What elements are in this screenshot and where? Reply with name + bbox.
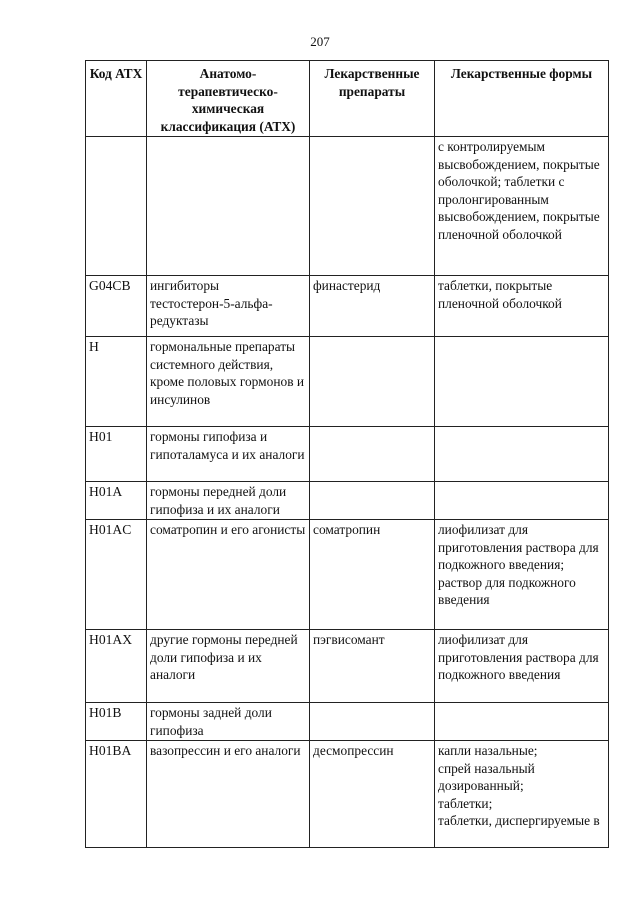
row-drug — [310, 137, 435, 276]
row-forms — [435, 427, 609, 482]
row-drug: десмопрессин — [310, 741, 435, 848]
row-code: H01BA — [86, 741, 147, 848]
row-drug: пэгвисомант — [310, 630, 435, 703]
row-drug — [310, 703, 435, 741]
row-classification: гормоны задней доли гипофиза — [147, 703, 310, 741]
row-code: H — [86, 337, 147, 427]
header-drugs: Лекарственные препараты — [310, 61, 435, 137]
row-forms — [435, 482, 609, 520]
row-code: H01AX — [86, 630, 147, 703]
table-row — [86, 337, 609, 427]
table-header-row — [86, 61, 609, 137]
row-forms: таблетки, покрытые пленочной оболочкой — [435, 276, 609, 337]
header-classification: Анатомо-терапевтическо-химическая классификация (АТХ) — [147, 61, 310, 137]
row-code: H01A — [86, 482, 147, 520]
row-forms: лиофилизат для приготовления раствора для подкожного введения — [435, 630, 609, 703]
row-classification: соматропин и его агонисты — [147, 520, 310, 630]
row-forms: с контролируемым высвобождением, покрытые оболочкой; таблетки с пролонгированным высвобождением, покрытые пленочной оболочкой — [435, 137, 609, 276]
row-forms — [435, 337, 609, 427]
table-row — [86, 741, 609, 848]
row-code — [86, 137, 147, 276]
header-code: Код АТХ — [86, 61, 147, 137]
row-drug — [310, 482, 435, 520]
table-row — [86, 137, 609, 276]
row-classification: другие гормоны передней доли гипофиза и их аналоги — [147, 630, 310, 703]
table-row — [86, 276, 609, 337]
row-classification — [147, 137, 310, 276]
row-code: H01 — [86, 427, 147, 482]
row-drug — [310, 427, 435, 482]
row-classification: ингибиторы тестостерон-5-альфа-редуктазы — [147, 276, 310, 337]
row-code: H01B — [86, 703, 147, 741]
row-forms: капли назальные; спрей назальный дозированный; таблетки; таблетки, диспергируемые в — [435, 741, 609, 848]
atx-table — [85, 60, 609, 848]
row-code: G04CB — [86, 276, 147, 337]
table-row — [86, 703, 609, 741]
table-row — [86, 630, 609, 703]
row-drug: финастерид — [310, 276, 435, 337]
row-forms: лиофилизат для приготовления раствора для подкожного введения; раствор для подкожного введения — [435, 520, 609, 630]
row-drug — [310, 337, 435, 427]
row-drug: соматропин — [310, 520, 435, 630]
row-code: H01AC — [86, 520, 147, 630]
row-classification: гормоны передней доли гипофиза и их аналоги — [147, 482, 310, 520]
table-row — [86, 427, 609, 482]
page-number: 207 — [310, 34, 330, 49]
row-classification: вазопрессин и его аналоги — [147, 741, 310, 848]
table-row — [86, 482, 609, 520]
row-classification: гормоны гипофиза и гипоталамуса и их аналоги — [147, 427, 310, 482]
table-row — [86, 520, 609, 630]
row-forms — [435, 703, 609, 741]
row-classification: гормональные препараты системного действия, кроме половых гормонов и инсулинов — [147, 337, 310, 427]
header-forms: Лекарственные формы — [435, 61, 609, 137]
